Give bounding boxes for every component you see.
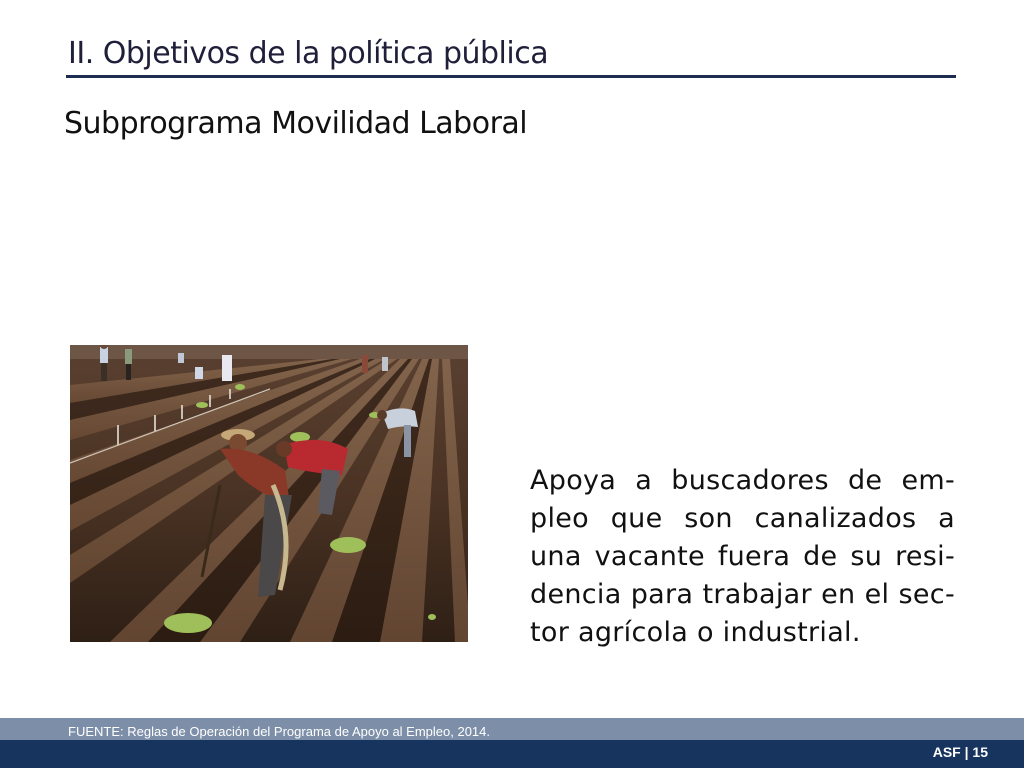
page-number: ASF | 15 bbox=[932, 744, 988, 760]
description-text bbox=[530, 462, 955, 652]
description-line: Apoya a buscadores de em- bbox=[530, 465, 955, 496]
description-line: pleo que son canalizados a bbox=[530, 503, 955, 534]
description-line: tor agrícola o industrial. bbox=[530, 617, 861, 648]
footer-band-bottom bbox=[0, 740, 1024, 768]
farm-field-illustration bbox=[70, 345, 468, 642]
title-underline bbox=[66, 75, 956, 78]
section-subtitle: Subprograma Movilidad Laboral bbox=[64, 106, 528, 141]
farm-workers-photo bbox=[70, 345, 468, 642]
description-line: dencia para trabajar en el sec- bbox=[530, 579, 955, 610]
source-citation: FUENTE: Reglas de Operación del Programa de Apoyo al Empleo, 2014. bbox=[68, 724, 491, 739]
page-title: II. Objetivos de la política pública bbox=[68, 36, 549, 71]
description-line: una vacante fuera de su resi- bbox=[530, 541, 955, 572]
